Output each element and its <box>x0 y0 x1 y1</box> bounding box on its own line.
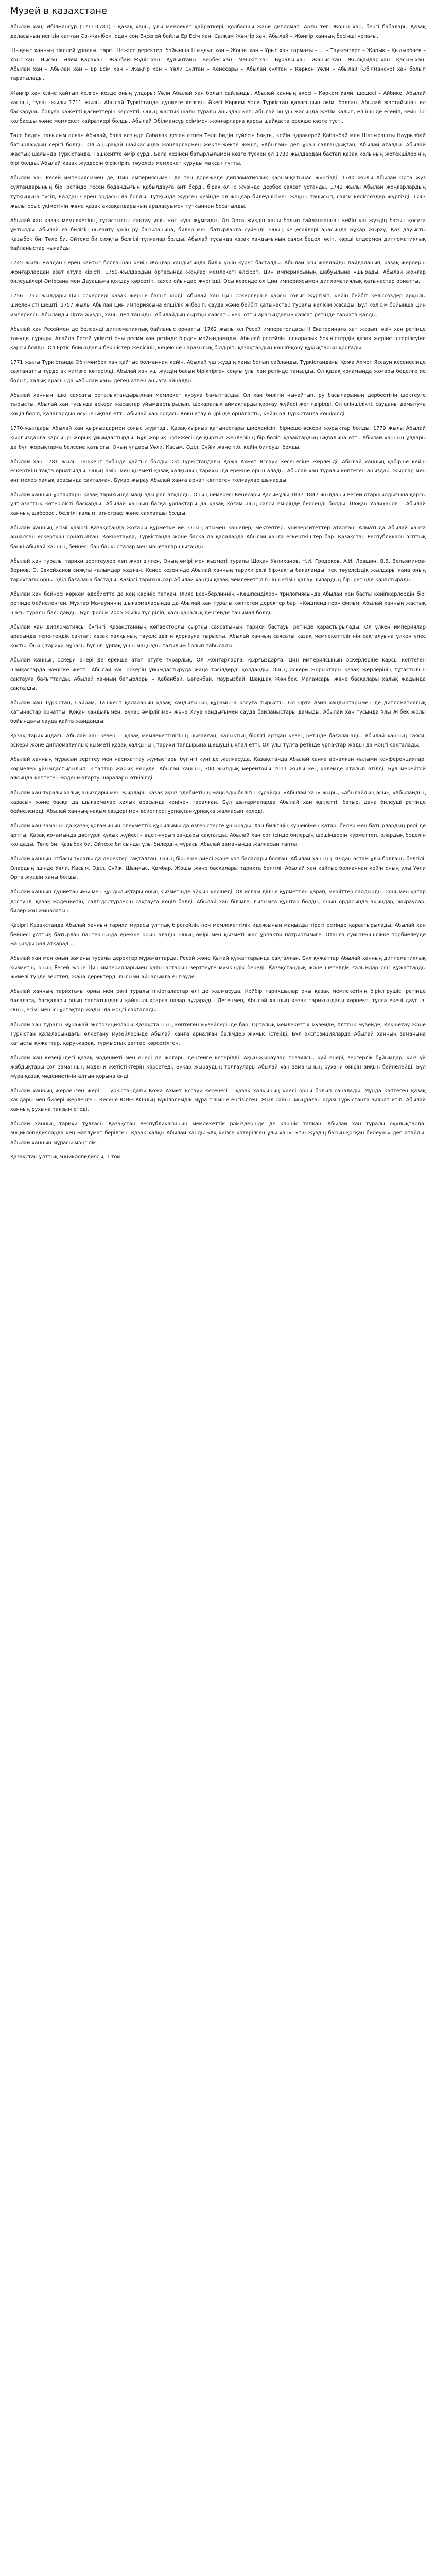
article-paragraph: Абылай хан Түркістан, Сайрам, Ташкент қалаларын қазақ хандығының құрамына қосуға тырысты. Ол Орта Азия хандықтарымен де дипломатиялық қатынастар орнатты. Қоқан хандығымен, Бұхар әмірлігімен және Хиуа хандығымен сауда байланыстары дамыды. Абылай хан тұсында Ұлы Жібек жолы бойындағы сауда қайта жанданды. <box>10 700 426 724</box>
article-paragraph: Абылай ханның есімі қазіргі Қазақстанда жоғары құрметке ие. Оның атымен көшелер, мектептер, университеттер аталған. Алматыда Абылай ханға арналған ескерткіш орнатылған. Көкшетауда, Түркістанда және басқа да қалаларда Абылай ханға ескерткіштер бар. Қазақстан Республикасы Ұлттық банкі Абылай ханның бейнесі бар банкноталар мен монеталар шығарды. <box>10 525 426 550</box>
article-paragraph: 1745 жылы Ғалдан Серен қайтыс болғаннан кейін Жоңғар хандығында билік үшін күрес басталды. Абылай осы жағдайды пайдаланып, қазақ жерлерін жоңғарлардан азат етуге кірісті. 1750-жылдардың ортасында жоңғар мемлекеті әлсіреп, Цин империясының шабуылына ұшырады. Абылай жоңғар билеушілері Әмірсана мен Дауашыға қолдау көрсетіп, саяси ойындар жүргізді. Осы кезеңде ол Цин империясымен дипломатиялық қатынастар орнатты. <box>10 260 426 285</box>
article-paragraph: Жәңгір хан еліне қайтып келген кезде оның ұлдары: Уәли Абылай хан болып сайланды. Абылай ханның әкесі – Көркем Уәли, шешесі – Айбике. Абылай ханның туған жылы 1711 жылы. Абылай Түркістанда дүниеге келген. Әкесі Көркем Уәли Түркістан қаласының әкімі болған. Абылай жастайынан ел басқарушы болуға қажетті қасиеттерін көрсетті. Оның жастық шағы туралы аңыздар көп. Абылай он үш жасында жетім қалып, ел ішінде есейіп, кейін ірі қолбасшы және мемлекет қайраткері болды. Абылай Әбілмансұр есімімен жоңғарларға қарсы шайқаста ерекше көзге түсті. <box>10 90 426 124</box>
article-paragraph: Абылай хан, Әбілмансұр (1711-1781) - қазақ ханы, ұлы мемлекет қайраткері, қолбасшы жане дипломат. Арғы тегі Жошы хан, бергі бабалары Қазақ даласының негізін салған Әз-Жәнібек, одан соң Еңсегей бойлы Ер Есім хан, Салқам Жәңгір хан. Абылай – Жәңгір ханның бесінші ұрпағы. <box>10 24 426 40</box>
article-paragraph: Төле биден тағылым алған Абылай, бала кезінде Сабалақ деген атпен Төле бидің түйесін бақты, кейін Қаракерей Қабанбай мен Шапырашты Наурызбай батырлардың серігі болды. Ол Аңырақай шайқасында жоңғарлармен жекпе-жекте жеңіп, «Абылай» деп ұран салғандықтан, Абылай аталды. Абылай жастық шағында Түркістанда, Ташкентте өмір сүрді. Бала кезінен батырлығымен көзге түскен ол 1730 жылдардан бастап қазақ қолының жетекшілерінің бірі болды. Абылай қазақ жүздерін біріктіріп, тәуелсіз мемлекет құруды мақсат тұтты. <box>10 132 426 167</box>
article-paragraph: Абылай ханның ұрпақтары қазақ тарихында маңызды рөл атқарды. Оның немересі Кенесары Қасымұлы 1837–1847 жылдары Ресей отаршылдығына қарсы ұлт-азаттық көтерілісті басқарды. Абылай ханның басқа ұрпақтары да қазақ қоғамының саяси өмірінде белсенді болды. Шоқан Уәлиханов – Абылай ханның шөбересі, белгілі ғалым, этнограф және саяхатшы болды. <box>10 492 426 517</box>
article-paragraph: Абылай ханның отбасы туралы да деректер сақталған. Оның бірнеше әйелі және көп балалары болған. Абылай ханның 30-дан астам ұлы болғаны белгілі. Олардың ішінде Уәли, Қасым, Әділ, Сүйік, Шыңғыс, Қамбар, Жошы және басқалары тарихта белгілі. Абылай хан қайтыс болғаннан кейін оның ұлы Уәли Орта жүздің ханы болды. <box>10 856 426 881</box>
article-paragraph: Абылай хан туралы халық аңыздары мен жырлары қазақ ауыз әдебиетінің маңызды бөлігін құрайды. «Абылай хан» жыры, «Абылайдың асы», «Абылайдың қазасы» және басқа да шығармалар халық арасында кеңінен таралған. Бұл шығармаларда Абылай хан әділетті, батыр, дана билеуші ретінде бейнеленеді. Абылай ханның нақыл сөздері мен өсиеттері ұрпақтан-ұрпаққа жалғасып келеді. <box>10 790 426 815</box>
article-paragraph: Қазақ тарихындағы Абылай хан кезеңі – қазақ мемлекеттілігінің нығайған, халықтың бірлігі артқан кезең ретінде бағаланады. Абылай ханның саяси, әскери және дипломатиялық қызметі қазақ халқының тарихи тағдырына шешуші ықпал етті. Ол ұлы тұлға ретінде ұрпақтар жадында мәңгі сақталады. <box>10 733 426 749</box>
article-paragraph: Абылай хан туралы тарихи зерттеулер көп жүргізілген. Оның өмірі мен қызметі туралы Шоқан Уәлиханов, Н.И. Гродеков, А.И. Левшин, В.В. Вельяминов-Зернов, Ә. Бөкейханов сияқты ғалымдар жазған. Кеңес кезеңінде Абылай ханның тарихи рөлі біржақты бағаланды, тек тәуелсіздік жылдары ғана оның тарихтағы орны әділ бағалана бастады. Қазіргі тарихшылар Абылай ханды қазақ мемлекеттілігінің негізін қалаушылардың бірі ретінде қарастырады. <box>10 558 426 583</box>
article-paragraph: Абылай хан мен оның заманы туралы деректер мұрағаттарда, Ресей және Қытай құжаттарында сақталған. Бұл құжаттар Абылай ханның дипломатиялық қызметін, оның Ресей және Цин империяларымен қатынастарын зерттеуге мүмкіндік береді. Қазақстандық және шетелдік ғалымдар осы құжаттарды жүйелі түрде зерттеп, жаңа деректерді ғылыми айналымға енгізуде. <box>10 955 426 980</box>
article-paragraph: Абылай ханның ішкі саясаты орталықтандырылған мемлекет құруға бағытталды. Ол хан билігін нығайтып, ру басыларының дербестігін шектеуге тырысты. Абылай хан тұсында әскери жасақтар ұйымдастырылып, шекаралық аймақтарды қорғау жүйесі жетілдірілді. Ол егіншілікті, сауданы дамытуға көңіл бөліп, қалалардың өсуіне ықпал етті. Абылай хан ордасы Көкшетау өңірінде орналасты, кейін ол Түркістанға көшірілді. <box>10 393 426 417</box>
article-paragraph: Абылай ханның тарихи тұлғасы Қазақстан Республикасының мемлекеттік рәміздерінде де көрініс тапқан. Абылай хан туралы оқулықтарда, энциклопедияларда кең мағлұмат берілген. Қазақ халқы Абылай ханды «Ақ киізге көтерілген ұлы хан», «Үш жүздің басын қосқан билеуші» деп атайды. Абылай ханның мұрасы мәңгілік. <box>10 1121 426 1146</box>
article-paragraph: 1770-жылдары Абылай хан қырғыздармен соғыс жүргізді. Қазақ-қырғыз қатынастары шиеленісіп, бірнеше әскери жорықтар болды. 1779 жылы Абылай қырғыздарға қарсы ірі жорық ұйымдастырды. Бұл жорық нәтижесінде қырғыз жерлерінің бір бөлігі қазақтардың ықпалына өтті. Абылай ханның ұлдары да бұл жорықтарға белсене қатысты. Оның ұлдары Уәли, Қасым, Әділ, Сүйік және т.б. кейін билеуші болды. <box>10 426 426 450</box>
article-paragraph: Абылай ханның тарихтағы орны мен рөлі туралы пікірталастар әлі де жалғасуда. Кейбір тарихшылар оны қазақ мемлекетінің біріктірушісі ретінде бағаласа, басқалары оның саясатындағы қайшылықтарға назар аударады. Дегенмен, Абылай ханның қазақ тарихындағы көрнекті тұлға екені даусыз. Оның есімі мен ісі ұрпақтар жадында мәңгі сақталады. <box>10 989 426 1013</box>
article-paragraph: Абылай хан дипломатиясы бүгінгі Қазақстанның көпвекторлы сыртқы саясатының тарихи бастауы ретінде қарастырылады. Ол үлкен империялар арасында тепе-теңдік сақтап, қазақ халқының тәуелсіздігін қорғауға тырысты. Абылай ханның саясаты қазақ мемлекеттілігінің сақталуына үлкен үлес қосты. Оның тарихи мұрасы бүгінгі ұрпақ үшін маңызды тағылым болып табылады. <box>10 624 426 649</box>
article-paragraph: 1771 жылы Түркістанда Әбілмәмбет хан қайтыс болғаннан кейін, Абылай үш жүздің ханы болып сайланды. Түркістандағы Қожа Ахмет Яссауи кесенесінде салтанатты түрде ақ кигізге көтерілді. Абылай хан үш жүздің басын біріктірген соңғы ұлы хан ретінде танылды. Ол қазақ қоғамында жоғары беделге ие болып, халық арасында «Абылай хан» деген атпен аңызға айналды. <box>10 359 426 384</box>
article-paragraph: Абылай хан Ресей империясымен де, Цин империясымен де тең дәрежеде дипломатиялық қарым-қатынас жүргізді. 1740 жылы Абылай Орта жүз сұлтандарының бірі ретінде Ресей бодандығын қабылдауға ант берді, бірақ ол іс жүзінде дербес саясат ұстанды. 1742 жылы Абылай жоңғарлардың тұтқынына түсіп, Ғалдан Серен ордасында болды. Тұтқында жүрген кезінде ол жоңғар билеушісімен жақын танысып, саяси келіссөздер жүргізді. 1743 жылы орыс үкіметінің және қазақ ақсақалдарының араласуымен тұтқыннан босатылды. <box>10 175 426 209</box>
article-paragraph: Абылай ханның әскери өнері де ерекше атап өтуге тұрарлық. Ол жоңғарларға, қырғыздарға, Цин империясының әскерлеріне қарсы көптеген шайқастарда жеңіске жетті. Абылай хан әскерін ұйымдастыруда жаңа тәсілдерді қолданды. Оның әскери жорықтары қазақ жерлерінің тұтастығын сақтауға бағытталды. Абылай ханның батырлары – Қабанбай, Бөгенбай, Наурызбай, Шақшақ Жәнібек, Малайсары және басқалары халық жадында сақталды. <box>10 657 426 691</box>
article-body <box>10 23 426 1148</box>
article-paragraph: Абылай ханның дүниетанымы мен құндылықтары оның қызметінде айқын көрінеді. Ол ислам дініне құрметпен қарап, мешіттер салдырды. Сонымен қатар дәстүрлі қазақ мәдениетін, салт-дәстүрлерін сақтауға көңіл бөлді. Абылай хан білімге, ғылымға құштар болды, оның ордасында ақындар, жыраулар, билер жиі жиналатын. <box>10 889 426 914</box>
article-paragraph: Шыңғыс ханның тікелей ұрпағы, төре. Шежіре деректері бойынша Шыңғыс хан – Жошы хан – Ұрыс хан тармағы – ... – Таукентөре – Жарық – Қыдырбаев – Ұрыс хан – Нысан – Әлем. Қарахан – Жанбай: Жүніс хан – Құлынтайы – Бөрбес хан – Мешкіт хан – Бұралы хан – Жаныс хан – Жылқайдар хан – Қасым хан. Абылай хан – Абылай хан – Ер Есім хан – Жаңгір хан – Ұәли Сұлтан – Кенесары – Абылай сұлтан – Кәркен Уәли – Абылай (Әбілмансұр) хан болып таратылады. <box>10 48 426 82</box>
article-paragraph: Абылай ханның мұрасын зерттеу мен насихаттау жұмыстары бүгінгі күні де жалғасуда. Қазақстанда Абылай ханға арналған ғылыми конференциялар, көрмелер ұйымдастырылып, кітаптар жарық көруде. Абылай ханның 300 жылдық мерейтойы 2011 жылы кең көлемде аталып өтілді. Бұл мерейтой аясында көптеген мәдени-ағарту шаралары өткізілді. <box>10 757 426 782</box>
article-paragraph: Абылай хан туралы мұражай экспозициялары Қазақстанның көптеген музейлерінде бар. Орталық мемлекеттік музейде, Ұлттық музейде, Көкшетау және Түркістан қалаларындағы өлкетану музейлерінде Абылай ханға арналған бөлімдер жұмыс істейді. Бұл экспозицияларда Абылай ханның заманына қатысты құжаттар, қару-жарақ, тұрмыстық заттар көрсетілген. <box>10 1022 426 1046</box>
article-paragraph: Қазіргі Қазақстанда Абылай ханның тарихи мұрасы ұлттық бірегейлік пен мемлекеттілік идеясының маңызды тірегі ретінде қарастырылады. Абылай хан бейнесі ұлттық батырлар пантеонында ерекше орын алады. Оның өмірі мен қызметі жас ұрпақты патриотизмге, Отанға сүйіспеншілікке тәрбиелеуде маңызды рөл атқарады. <box>10 922 426 947</box>
source-footer: Қазақстан ұлттық энциклопедиясы, 1 том <box>10 1154 121 1160</box>
article-paragraph: Абылай хан заманында қазақ қоғамының әлеуметтік құрылымы да өзгерістерге ұшырады. Хан билігінің күшеюімен қатар, билер мен батырлардың рөлі де артты. Қазақ қоғамында дәстүрлі құқық жүйесі – әдет-ғұрып заңдары сақталды. Абылай хан сот ісінде билердің шешімдерін құрметтеп, олардың беделін қолдады. Төле би, Қазыбек би, Әйтеке би сынды ұлы билердің мұрасы Абылай заманында жалғасын тапты. <box>10 823 426 848</box>
page-title: Музей в казахстане <box>10 6 107 16</box>
article-paragraph: Абылай хан Ресеймен де белсенді дипломатиялық байланыс орнатты. 1762 жылы ол Ресей императрицасы ІІ Екатеринаға хат жазып, өзін хан ретінде тануды сұрады. Алайда Ресей үкіметі оны ресми хан ретінде бірден мойындамады. Абылай ресейлік шекаралық бекіністердің қазақ жеріне ілгерілеуіне қарсы болды. Ол Ертіс бойындағы бекіністер желісінің кеңеюіне наразылық білдіріп, қазақтардың көшіп-қону құқықтарын қорғады. <box>10 326 426 351</box>
article-paragraph: Абылай хан 1781 жылы Ташкент түбінде қайтыс болды. Ол Түркістандағы Қожа Ахмет Яссауи кесенесіне жерленді. Абылай ханның қабіріне кейін ескерткіш тақта орнатылды. Оның өмірі мен қызметі қазақ халқының тарихында ерекше орын алады. Абылай хан туралы көптеген аңыздар, жырлар мен әңгімелер халық арасында сақталған. Бұқар жырау Абылай ханға арнап көптеген толғаулар шығарды. <box>10 459 426 483</box>
article-paragraph: Абылай хан бейнесі көркем әдебиетте де кең көрініс тапқан. Ілияс Есенберлиннің «Көшпенділер» трилогиясында Абылай хан басты кейіпкерлердің бірі ретінде бейнеленген. Мұхтар Мағауиннің шығармаларында да Абылай хан туралы көптеген деректер бар. «Көшпенділер» фильмі Абылай ханның жастық шағы туралы баяндайды. Бұл фильм 2005 жылы түсіріліп, халықаралық деңгейде танымал болды. <box>10 591 426 616</box>
article-paragraph: 1756–1757 жылдары Цин әскерлері қазақ жеріне басып кірді. Абылай хан Цин әскерлеріне қарсы соғыс жүргізіп, кейін бейбіт келіссөздер арқылы шиеленісті шешті. 1757 жылы Абылай Цин империясына елшілік жіберіп, сауда және бейбіт қатынастар туралы келісім жасады. Бұл келісім бойынша Цин империясы Абылайды Орта жүздің ханы деп таныды. Абылайдың сыртқы саясаты «екі отты арасындағы» саясат ретінде тарихта қалды. <box>10 293 426 318</box>
article-paragraph: Абылай хан қазақ мемлекетінің тұтастығын сақтау үшін көп күш жұмсады. Ол Орта жүздің ханы болып сайланғаннан кейін үш жүздің басын қосуға ұмтылды. Абылай өз билігін нығайту үшін ру басыларына, билер мен батырларға сүйенді. Оның кеңесшілері арасында Бұқар жырау, Қаз дауысты Қазыбек би, Төле би, Әйтеке би сияқты белгілі тұлғалар болды. Абылай тұсында қазақ хандығының саяси беделі өсіп, көрші елдермен дипломатиялық байланыстар нығайды. <box>10 217 426 251</box>
article-paragraph: Абылай ханның жерленген жері – Түркістандағы Қожа Ахмет Яссауи кесенесі – қазақ халқының киелі орны болып саналады. Мұнда көптеген қазақ хандары мен билері жерленген. Кесене ЮНЕСКО-ның Бүкіләлемдік мұра тізіміне енгізілген. Жыл сайын мыңдаған адам Түркістанға зиярат етіп, Абылай ханның рухына тағзым етеді. <box>10 1088 426 1113</box>
article-paragraph: Абылай хан кезеңіндегі қазақ мәдениеті мен өнері де жоғары деңгейге көтерілді. Ақын-жыраулар поэзиясы, күй өнері, зергерлік бұйымдар, киіз үй жабдықтары сол заманның мәдени жетістіктерін көрсетеді. Бұқар жыраудың толғаулары Абылай хан заманының рухани өмірін айқын бейнелейді. Бұл мұра қазақ мәдениетінің алтын қорына енді. <box>10 1055 426 1079</box>
